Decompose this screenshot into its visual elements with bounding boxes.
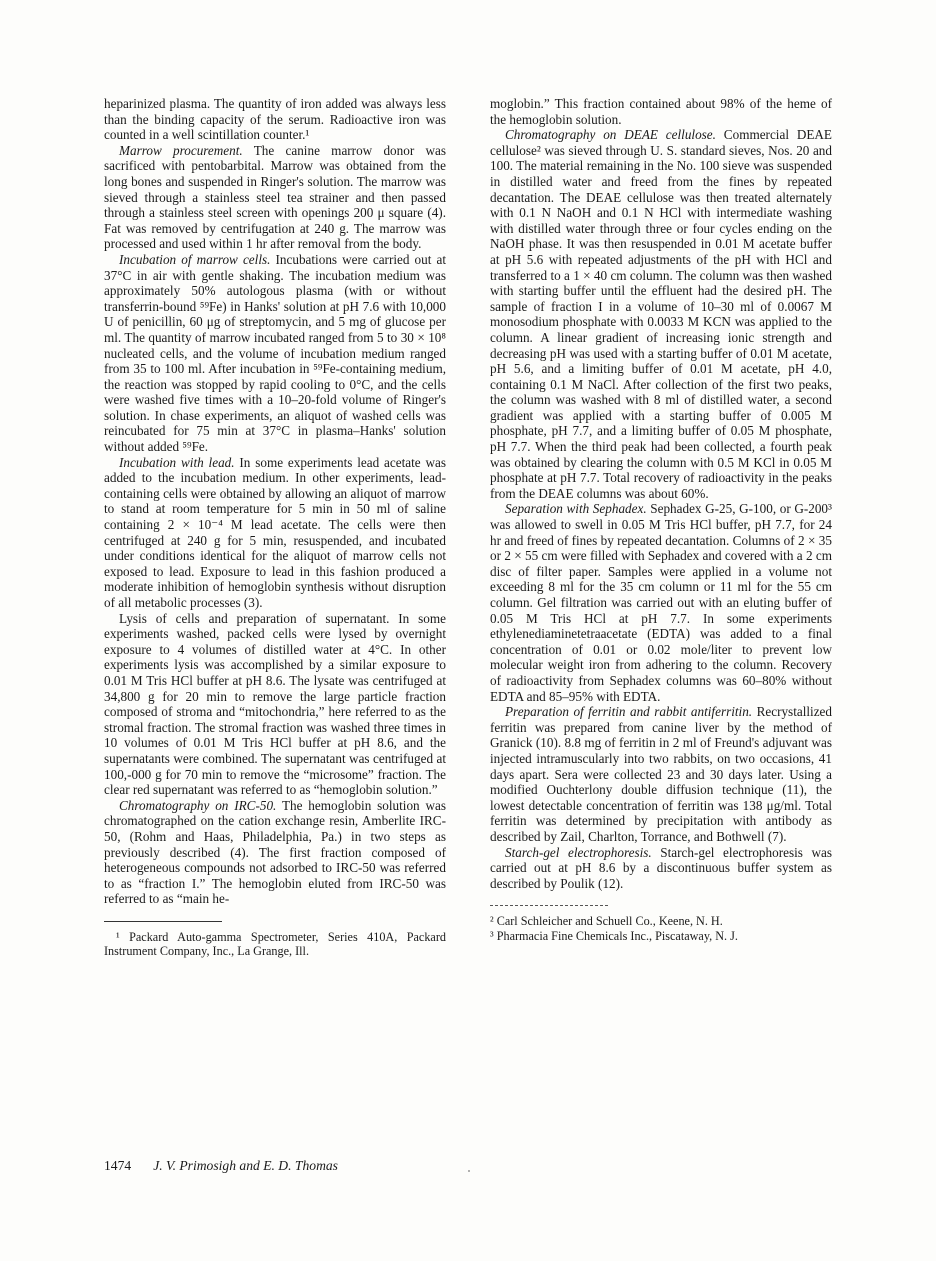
right-footnotes [490,914,832,943]
paragraph [104,143,446,252]
paragraph-text: The hemoglobin solution was chromatographed on the cation exchange resin, Amberlite IRC-50, (Rohm and Haas, Philadelphia, Pa.) in two steps as previously described (4). The first fraction composed of heterogeneous compounds not adsorbed to IRC-50 was referred to as “fraction I.” The hemoglobin eluted from IRC-50 was referred to as “main he- [104,797,446,907]
paragraph [490,127,832,501]
paragraph: moglobin.” This fraction contained about 98% of the heme of the hemoglobin solution. [490,96,832,127]
runin-head: Incubation with lead. [119,454,235,470]
paragraph-text: Sephadex G-25, G-100, or G-200³ was allowed to swell in 0.05 M Tris HCl buffer, pH 7.7, for 24 hr and freed of fines by repeated decantation. Columns of 2 × 35 or 2 × 55 cm were filled with Sephadex and covered with a 2 cm disc of filter paper. Samples were applied in a volume not exceeding 8 ml for the 35 cm column or 11 ml for the 55 cm column. Gel filtration was carried out with an eluting buffer of 0.05 M Tris HCl at pH 7.7. In some experiments ethylenediaminetetraacetate (EDTA) was added to a final concentration of 0.01 or 0.02 mole/liter to prevent low molecular weight iron from adhering to the column. Recovery of radioactivity from Sephadex columns was 60–80% without EDTA and 85–95% with EDTA. [490,501,832,704]
left-column [104,96,446,959]
footnote: ² Carl Schleicher and Schuell Co., Keene, N. H. [490,914,723,929]
footnote-divider [104,921,222,922]
runin-head: Marrow procurement. [119,142,243,158]
runin-head: Preparation of ferritin and rabbit antiferritin. [505,704,753,720]
left-footnotes [104,930,446,959]
paragraph-text: In some experiments lead acetate was added to the incubation medium. In other experiments, lead-containing cells were obtained by allowing an aliquot of marrow to stand at room temperature for 5 min in 50 ml of saline containing 2 × 10⁻⁴ M lead acetate. The cells were then centrifuged at 240 g for 5 min, resuspended, and incubated under conditions identical for the aliquot of marrow cells not exposed to lead. Exposure to lead in this fashion produced a moderate inhibition of hemoglobin synthesis without disruption of all metabolic processes (3). [104,454,446,610]
paragraph-text: Starch-gel electrophoresis was carried out at pH 8.6 by a discontinuous buffer system as described by Poulik (12). [490,844,832,891]
paragraph [104,252,446,455]
runin-head: Chromatography on DEAE cellulose. [505,127,716,143]
paragraph: Lysis of cells and preparation of supernatant. In some experiments washed, packed cells were lysed by overnight exposure to 4 volumes of distilled water at 4°C. In other experiments lysis was accomplished by a similar exposure to 0.01 M Tris HCl buffer at pH 8.6. The lysate was centrifuged at 34,800 g for 20 min to remove the large particle fraction composed of stroma and “mitochondria,” here referred to as the stromal fraction. The stromal fraction was washed three times in 10 volumes of 0.01 M Tris HCl buffer at pH 8.6, and the supernatants were combined. The supernatant was centrifuged at 100,-000 g for 70 min to remove the “microsome” fraction. The clear red supernatant was referred to as “hemoglobin solution.” [104,610,446,798]
two-column-body [104,96,832,959]
page-footer [104,1158,338,1174]
paragraph-text: Incubations were carried out at 37°C in air with gentle shaking. The incubation medium was approximately 50% autologous plasma (with or without transferrin-bound ⁵⁹Fe) in Hanks' solution at pH 7.6 with 10,000 U of penicillin, 60 μg of streptomycin, and 5 mg of glucose per ml. The quantity of marrow incubated ranged from 5 to 30 × 10⁸ nucleated cells, and the volume of incubation medium ranged from 35 to 100 ml. After incubation in ⁵⁹Fe-containing medium, the reaction was stopped by rapid cooling to 0°C, and the cells were washed five times with a 10–20-fold volume of Ringer's solution. In chase experiments, an aliquot of washed cells was reincubated for 75 min at 37°C in plasma–Hanks' solution without added ⁵⁹Fe. [104,251,446,455]
page-number: 1474 [104,1158,132,1173]
paragraph [104,798,446,907]
runin-head: Incubation of marrow cells. [119,251,271,267]
paragraph [490,704,832,844]
paragraph [490,501,832,704]
paragraph-text: The canine marrow donor was sacrificed with pentobarbital. Marrow was obtained from the long bones and suspended in Ringer's solution. The marrow was sieved through a stainless steel tea strainer and then passed through a stainless steel screen with openings 200 μ square (4). Fat was removed by centrifugation at 240 g. The marrow was processed and used within 1 hr after removal from the body. [104,142,446,252]
paragraph [490,845,832,892]
print-artifact-dot [468,1170,470,1172]
paragraph: heparinized plasma. The quantity of iron added was always less than the binding capacity of the serum. Radioactive iron was counted in a well scintillation counter.¹ [104,96,446,143]
footnote: ³ Pharmacia Fine Chemicals Inc., Piscataway, N. J. [490,928,738,943]
runin-head: Starch-gel electrophoresis. [505,844,652,860]
running-authors: J. V. Primosigh and E. D. Thomas [153,1158,338,1173]
footnote-divider [490,905,608,906]
right-column [490,96,832,959]
paragraph-text: Commercial DEAE cellulose² was sieved through U. S. standard sieves, Nos. 20 and 100. The material remaining in the No. 100 sieve was suspended in distilled water and freed from the fines by repeated decantation. The DEAE cellulose was then treated alternately with 0.1 N NaOH and 0.1 N HCl with intermediate washing with distilled water through three or four cycles ending on the NaOH phase. It was then resuspended in 0.01 M acetate buffer at pH 5.6 with repeated adjustments of the pH with HCl and transferred to a 1 × 40 cm column. The column was then washed with starting buffer until the effluent had the desired pH. The sample of fraction I in a volume of 10–30 ml of 0.0067 M monosodium phosphate with 0.0033 M KCN was applied to the column. A linear gradient of increasing ionic strength and decreasing pH was used with a starting buffer of 0.01 M acetate, pH 5.6, and a limiting buffer of 0.01 M acetate, pH 4.0, containing 0.1 M NaCl. After collection of the first two peaks, the column was washed with 8 ml of distilled water, a second gradient was applied with a starting buffer of 0.005 M phosphate, pH 7.7, and a limiting buffer of 0.05 M phosphate, pH 7.7. When the third peak had been collected, a fourth peak was obtained by clearing the column with 0.5 M KCl in 0.05 M phosphate at pH 7.7. Total recovery of radioactivity in the peaks from the DEAE columns was about 60%. [490,127,832,501]
runin-head: Chromatography on IRC-50. [119,797,277,813]
runin-head: Separation with Sephadex. [505,501,647,517]
paragraph [104,455,446,611]
footnote: ¹ Packard Auto-gamma Spectrometer, Series 410A, Packard Instrument Company, Inc., La Grange, Ill. [104,929,446,959]
paragraph-text: Recrystallized ferritin was prepared from canine liver by the method of Granick (10). 8.8 mg of ferritin in 2 ml of Freund's adjuvant was injected intramuscularly into two rabbits, on two occasions, 41 days apart. Sera were collected 23 and 30 days later. Using a modified Ouchterlony double diffusion technique (11), the lowest detectable concentration of ferritin was 138 μg/ml. Total ferritin was determined by precipitation with antibody as described by Zail, Charlton, Torrance, and Bothwell (7). [490,704,832,844]
